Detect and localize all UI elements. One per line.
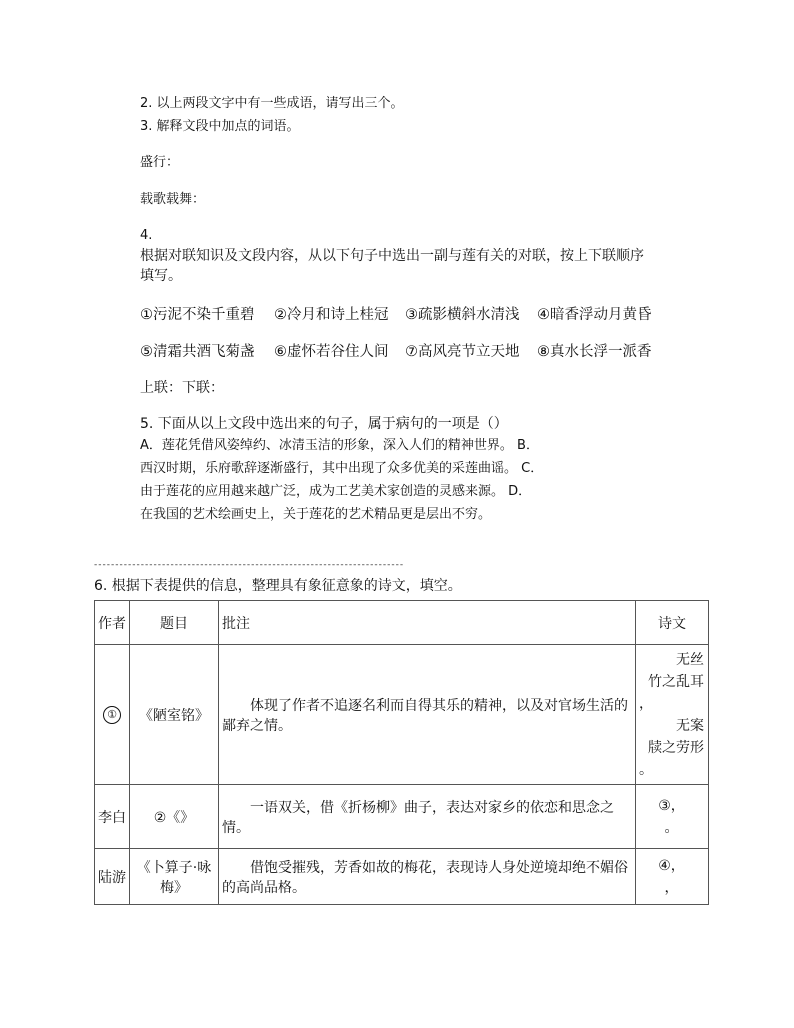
- poetry-table: [94, 600, 709, 905]
- row2-poem: [636, 785, 709, 849]
- row1-poem-line: ，: [639, 695, 653, 712]
- row1-poem-line: 牍之劳形: [648, 739, 704, 756]
- question-5-option-d: 在我国的艺术绘画史上，关于莲花的艺术精品更是层出不穷。: [140, 507, 492, 522]
- row1-poem: [636, 645, 709, 785]
- option-2: ②冷月和诗上桂冠: [274, 307, 389, 323]
- row2-author: 李白: [95, 785, 130, 849]
- question-4-number: 4.: [140, 228, 153, 243]
- option-4: ④暗香浮动月黄昏: [537, 307, 652, 323]
- question-5-option-a: A．莲花凭借风姿绰约、冰清玉洁的形象，深入人们的精神世界。 B．: [140, 438, 539, 453]
- section-divider: -------------------------------------------------------------------------: [94, 560, 405, 570]
- row2-note: 一语双关，借《折杨柳》曲子，表达对家乡的依恋和思念之情。: [219, 785, 636, 849]
- row2-poem-line: 。: [664, 819, 679, 836]
- row1-poem-line: 。: [639, 761, 653, 778]
- term-shengxing: 盛行：: [140, 155, 180, 170]
- question-3: 3. 解释文段中加点的词语。: [140, 119, 300, 134]
- header-author: 作者: [95, 601, 130, 645]
- row1-poem-line: 竹之乱耳: [648, 673, 704, 690]
- row3-poem-line: ④，: [658, 857, 685, 874]
- question-5-option-c: 由于莲花的应用越来越广泛，成为工艺美术家创造的灵感来源。 D．: [140, 484, 532, 499]
- blank-1-marker: ①: [103, 706, 121, 724]
- header-poem: 诗文: [636, 601, 709, 645]
- header-note: 批注: [219, 601, 636, 645]
- row3-title: 《卜算子·咏梅》: [130, 849, 219, 905]
- question-6: 6. 根据下表提供的信息，整理具有象征意象的诗文，填空。: [94, 578, 462, 594]
- row3-note: 借饱受摧残，芳香如故的梅花，表现诗人身处逆境却绝不媚俗的高尚品格。: [219, 849, 636, 905]
- question-4-line-1: 根据对联知识及文段内容，从以下句子中选出一副与莲有关的对联，按上下联顺序: [140, 248, 644, 264]
- option-1: ①污泥不染千重碧: [140, 307, 255, 323]
- question-5-option-b: 西汉时期，乐府歌辞逐渐盛行，其中出现了众多优美的采莲曲谣。 C．: [140, 461, 544, 476]
- option-8: ⑧真水长浮一派香: [537, 344, 652, 360]
- row3-author: 陆游: [95, 849, 130, 905]
- header-title: 题目: [130, 601, 219, 645]
- table-row: [95, 849, 709, 905]
- row1-note: 体现了作者不追逐名利而自得其乐的精神，以及对官场生活的鄙弃之情。: [219, 645, 636, 785]
- question-4-line-2: 填写。: [140, 268, 182, 284]
- question-2: 2. 以上两段文字中有一些成语，请写出三个。: [140, 96, 404, 111]
- table-row: [95, 645, 709, 785]
- term-zaigezaiwu: 载歌载舞：: [140, 192, 206, 207]
- row3-poem: [636, 849, 709, 905]
- row1-poem-line: 无案: [676, 717, 704, 734]
- table-header-row: [95, 601, 709, 645]
- question-5-line-1: 5. 下面从以上文段中选出来的句子，属于病句的一项是（）: [140, 416, 508, 432]
- row1-poem-line: 无丝: [676, 651, 704, 668]
- option-7: ⑦高风亮节立天地: [405, 344, 520, 360]
- table-row: [95, 785, 709, 849]
- option-5: ⑤清霜共酒飞菊盏: [140, 344, 255, 360]
- couplet-answer-line: 上联：下联：: [140, 380, 224, 396]
- row2-poem-line: ③，: [658, 797, 685, 814]
- row1-author: [95, 645, 130, 785]
- option-3: ③疏影横斜水清浅: [405, 307, 520, 323]
- row1-title: 《陋室铭》: [130, 645, 219, 785]
- row2-title: ②《》: [130, 785, 219, 849]
- option-6: ⑥虚怀若谷住人间: [274, 344, 389, 360]
- row3-poem-line: ，: [664, 879, 679, 896]
